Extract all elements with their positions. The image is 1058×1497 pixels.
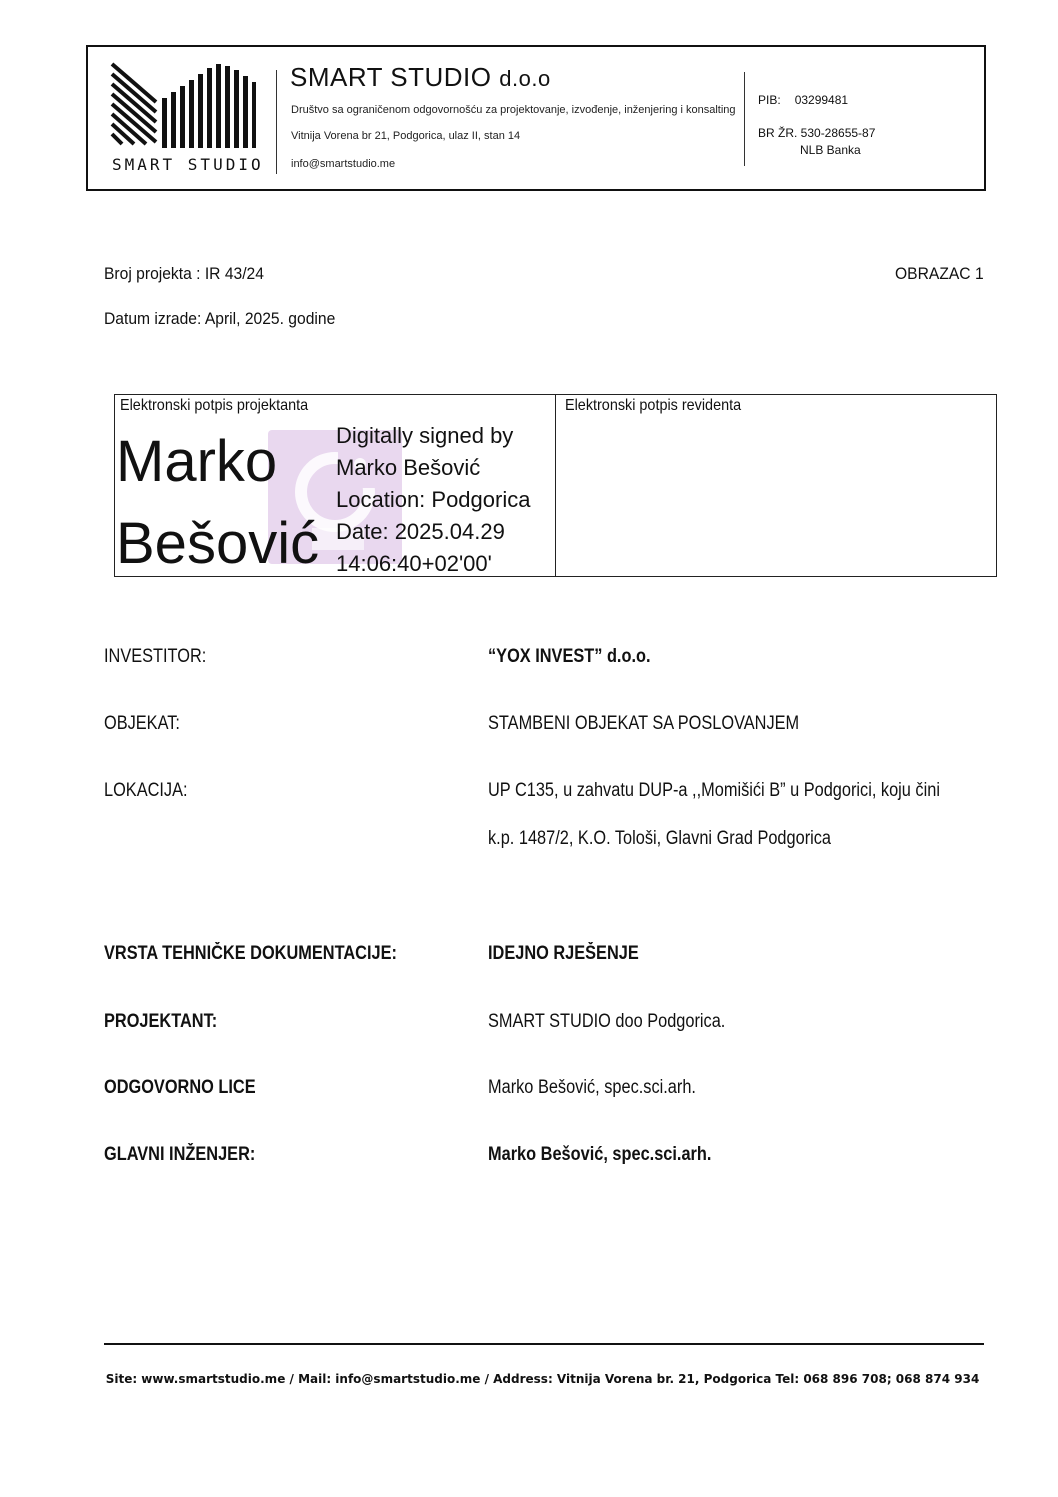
project-number: Broj projekta : IR 43/24 [104, 264, 264, 283]
header-divider [744, 72, 745, 166]
reviewer-signature-label: Elektronski potpis revidenta [565, 397, 742, 414]
investor-label: INVESTITOR: [104, 646, 207, 667]
designer-label: PROJEKTANT: [104, 1011, 218, 1032]
company-address: Vitnija Vorena br 21, Podgorica, ulaz II, stan 14 [291, 130, 521, 142]
location-value-line2: k.p. 1487/2, K.O. Tološi, Glavni Grad Podgorica [488, 828, 832, 849]
signature-info-line: Location: Podgorica [336, 487, 531, 512]
bank-name: NLB Banka [800, 143, 861, 157]
company-description: Društvo sa ograničenom odgovornošću za projektovanje, izvođenje, inženjering i konsalting [291, 104, 736, 116]
signer-last-name: Bešović [116, 511, 320, 576]
signature-info-line: Marko Bešović [336, 455, 481, 480]
object-label: OBJEKAT: [104, 713, 180, 734]
chief-engineer-label: GLAVNI INŽENJER: [104, 1144, 256, 1165]
object-value: STAMBENI OBJEKAT SA POSLOVANJEM [488, 713, 800, 734]
doc-type-value: IDEJNO RJEŠENJE [488, 943, 639, 964]
chief-engineer-value: Marko Bešović, spec.sci.arh. [488, 1144, 712, 1165]
signature-table-divider [555, 394, 556, 577]
signature-info-line: 14:06:40+02'00' [336, 551, 492, 576]
header-divider [276, 70, 277, 174]
bank-account: BR ŽR. 530-28655-87 [758, 126, 876, 140]
form-id: OBRAZAC 1 [895, 264, 984, 283]
pib-label: PIB: [758, 93, 781, 107]
doc-type-label: VRSTA TEHNIČKE DOKUMENTACIJE: [104, 943, 397, 964]
signature-info-line: Digitally signed by [336, 423, 514, 448]
company-email: info@smartstudio.me [291, 158, 396, 170]
location-value: UP C135, u zahvatu DUP-a ,,Momišići B” u Podgorici, koju čini [488, 780, 940, 801]
responsible-person-value: Marko Bešović, spec.sci.arh. [488, 1077, 696, 1098]
company-logo-icon [108, 58, 258, 154]
signer-first-name: Marko [116, 429, 278, 494]
pib-value: 03299481 [794, 93, 849, 107]
logo-wordmark: SMART STUDIO [112, 155, 264, 174]
company-name-text: SMART STUDIO [290, 62, 492, 92]
designer-value: SMART STUDIO doo Podgorica. [488, 1011, 726, 1032]
company-suffix: d.o.o [499, 66, 551, 91]
date-made: Datum izrade: April, 2025. godine [104, 309, 336, 328]
company-name [290, 62, 551, 93]
signature-info-line: Date: 2025.04.29 [336, 519, 505, 544]
designer-signature-label: Elektronski potpis projektanta [120, 397, 309, 414]
investor-value: “YOX INVEST” d.o.o. [488, 646, 651, 667]
location-label: LOKACIJA: [104, 780, 188, 801]
footer-rule [104, 1343, 984, 1345]
responsible-person-label: ODGOVORNO LICE [104, 1077, 256, 1098]
pib [758, 93, 848, 107]
footer-contact: Site: www.smartstudio.me / Mail: info@smartstudio.me / Address: Vitnija Vorena br. 21, Podgorica Tel: 068 896 708; 068 874 934 [105, 1372, 980, 1386]
